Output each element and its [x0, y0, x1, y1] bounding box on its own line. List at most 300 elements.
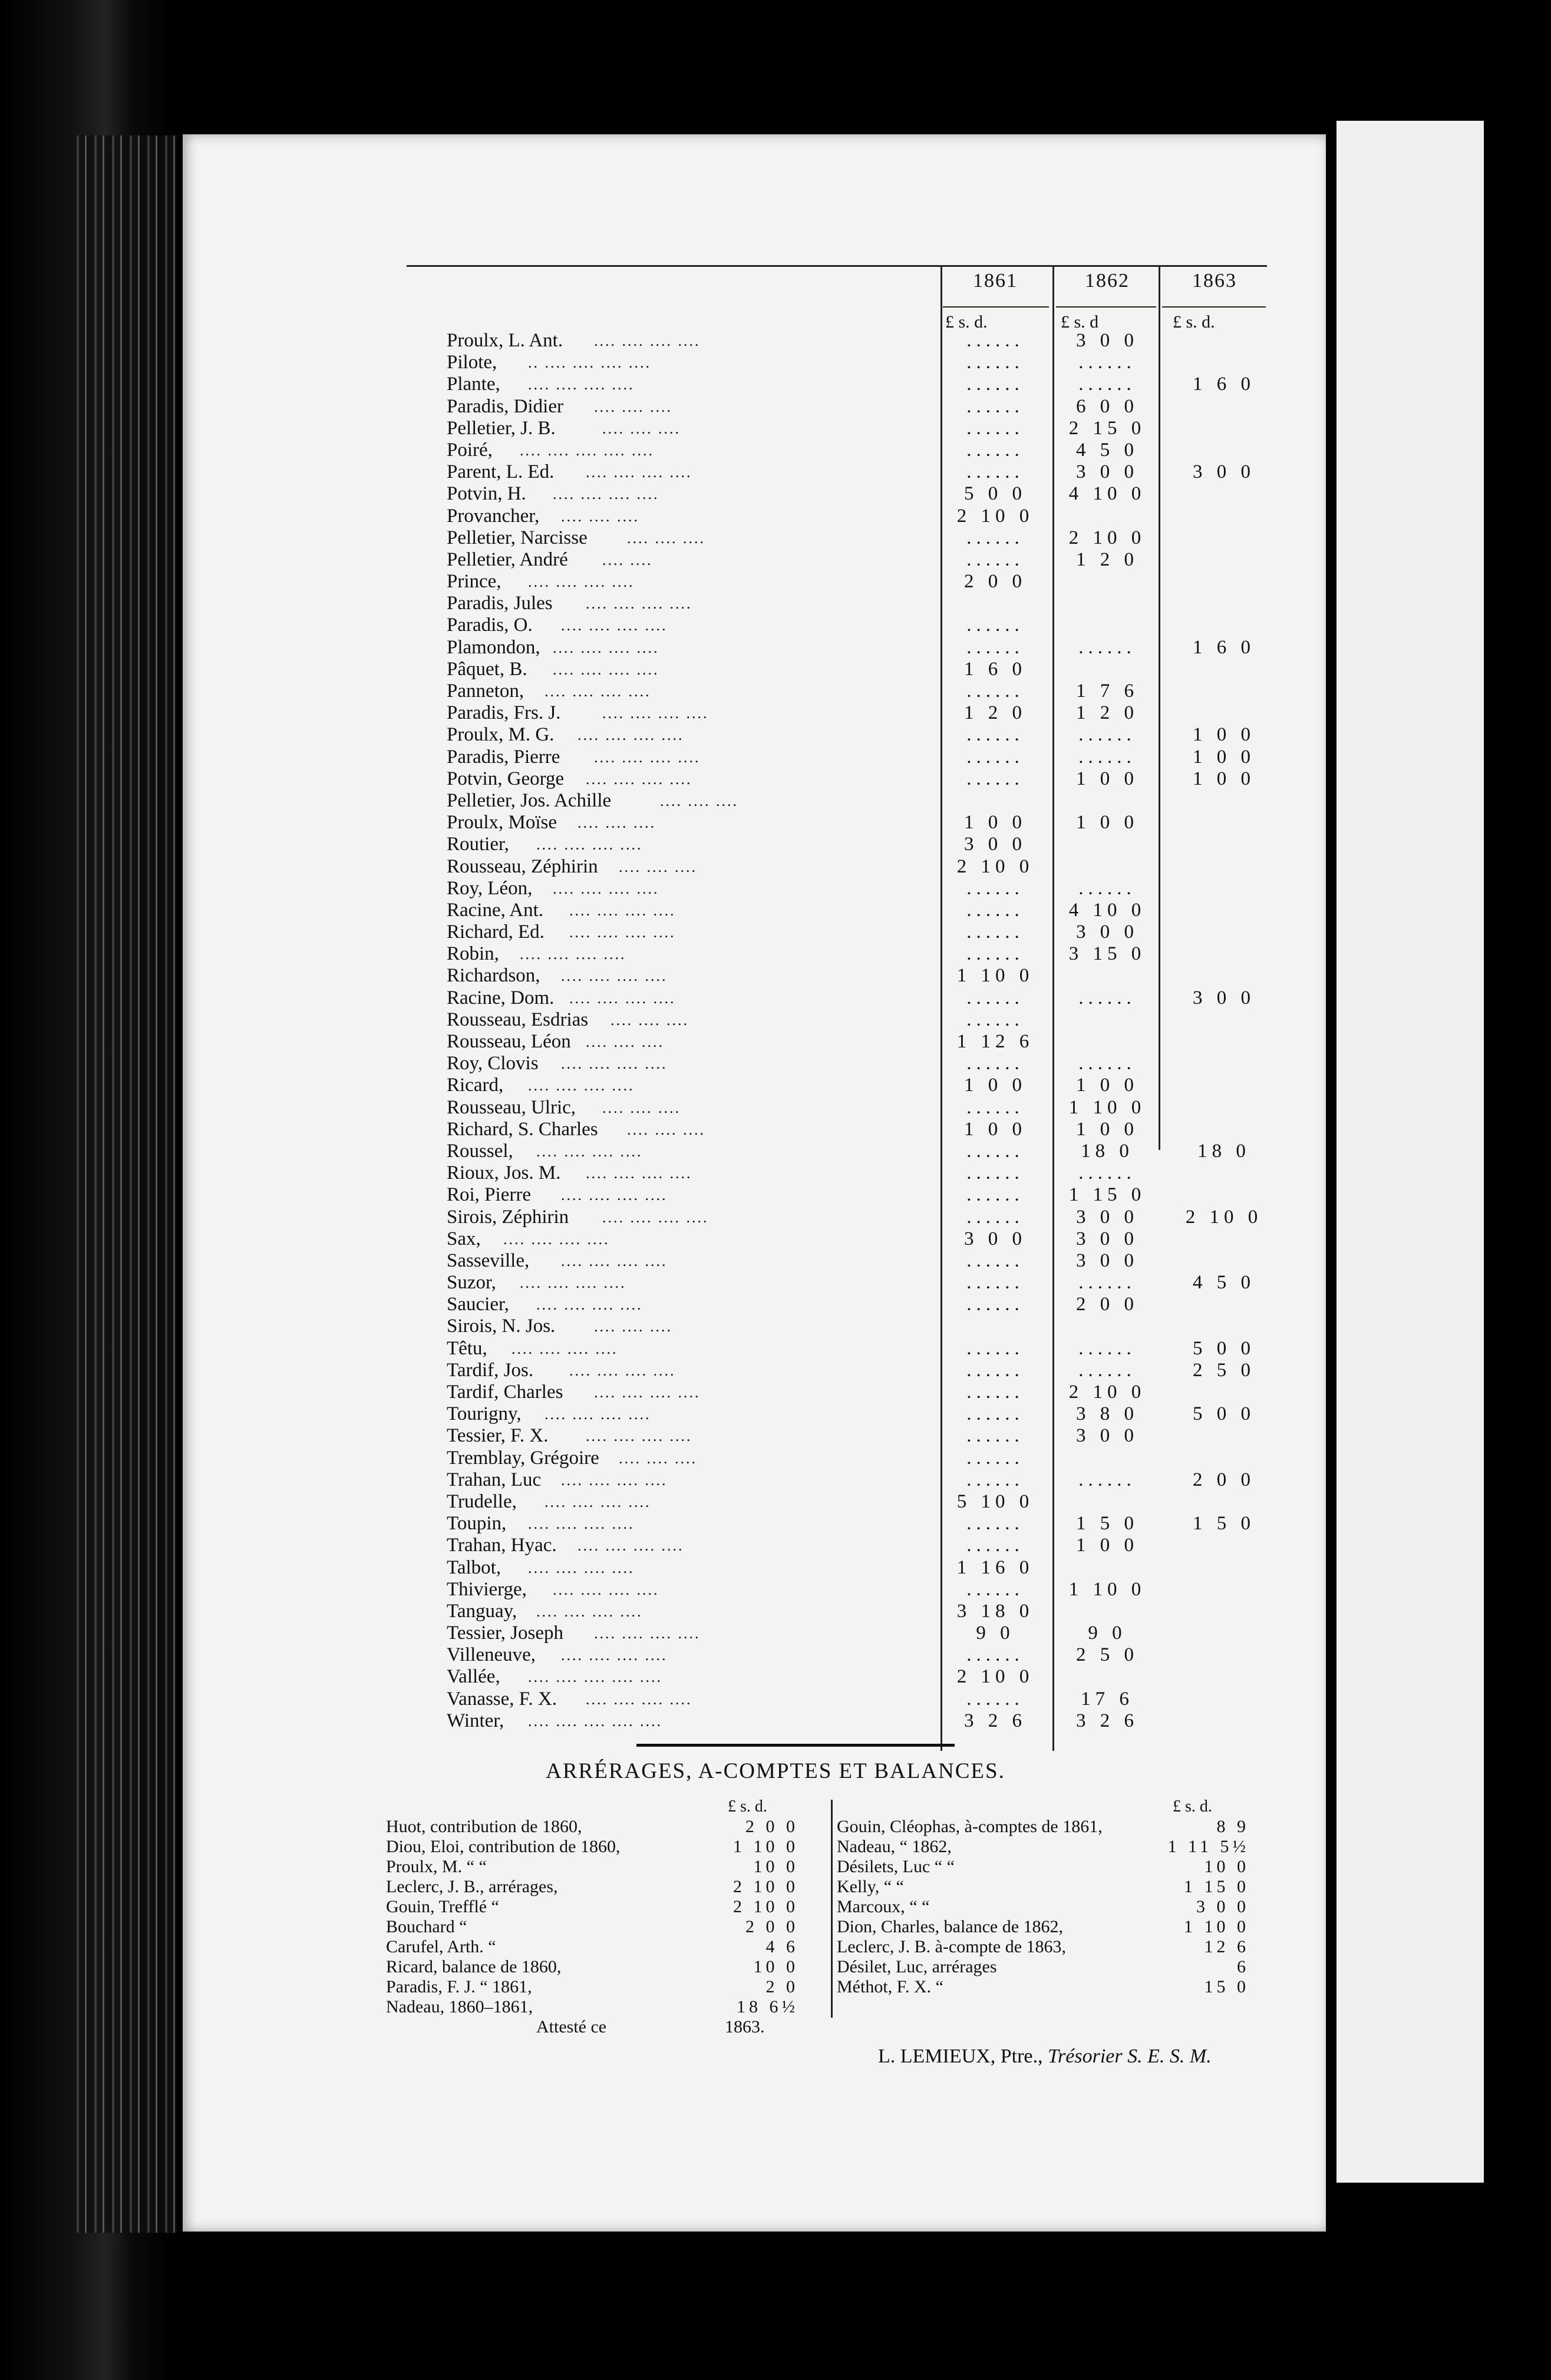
subscriber-name: Paradis, Jules — [447, 593, 553, 614]
leader-dots: .... .... .... .... — [602, 1208, 709, 1226]
leader-dots: .... .... .... — [594, 1318, 672, 1336]
amount-1861: ...... — [966, 352, 1024, 373]
leader-dots: .... .... .... — [619, 858, 697, 875]
table-row — [447, 834, 1272, 855]
amount-1861: 5 10 0 — [956, 1490, 1034, 1512]
table-row — [447, 505, 1272, 527]
amount-1862: 2 0 0 — [1076, 1294, 1138, 1315]
amount-1862: ...... — [1078, 1162, 1136, 1184]
subscriber-name: Villeneuve, — [447, 1644, 536, 1666]
arrears-amount: 1 11 5½ — [1167, 1837, 1249, 1856]
leader-dots: .... .... .... .... — [586, 770, 692, 788]
arrears-amount: 10 0 — [753, 1857, 798, 1876]
amount-1861: ...... — [966, 1184, 1024, 1206]
subscriber-name: Sirois, N. Jos. — [447, 1315, 556, 1337]
list-item — [837, 1857, 1273, 1877]
amount-1861: ...... — [966, 1140, 1024, 1162]
subscriber-name: Tessier, Joseph — [447, 1622, 563, 1644]
table-row — [447, 1381, 1272, 1403]
table-row — [447, 1425, 1272, 1447]
subscriber-name: Talbot, — [447, 1556, 501, 1578]
amount-1861: ...... — [966, 1447, 1024, 1469]
amount-1862: 1 0 0 — [1076, 812, 1138, 834]
table-row — [447, 1250, 1272, 1272]
arrears-amount: 2 0 0 — [745, 1917, 798, 1936]
leader-dots: .... .... .... .... — [569, 989, 676, 1007]
amount-1861: ...... — [966, 877, 1024, 899]
leader-dots: .... .... .... — [561, 507, 639, 525]
list-item — [386, 1897, 822, 1917]
leader-dots: .... .... .... .... — [569, 901, 676, 919]
table-row — [447, 1644, 1272, 1666]
leader-dots: .... .... .... — [610, 1011, 689, 1029]
list-item — [386, 1877, 822, 1897]
amount-1861: 1 12 6 — [956, 1031, 1034, 1052]
subscriber-name: Trudelle, — [447, 1490, 517, 1512]
amount-1863: 2 0 0 — [1193, 1469, 1255, 1490]
subscriber-name: Sasseville, — [447, 1250, 530, 1271]
year-rule-1863 — [1162, 306, 1266, 308]
arrears-name: Proulx, M. “ “ — [386, 1857, 487, 1876]
leader-dots: .... .... .... .... — [586, 1690, 692, 1708]
amount-1862: 6 0 0 — [1076, 395, 1138, 417]
leader-dots: .... .... .... .... — [569, 924, 676, 941]
arrears-name: Kelly, “ “ — [837, 1877, 904, 1896]
table-row — [447, 1097, 1272, 1119]
leader-dots: .... .... .... .... — [586, 1165, 692, 1182]
amount-1861: ...... — [966, 548, 1024, 570]
subscriber-name: Pelletier, André — [447, 548, 568, 570]
arrears-amount: 6 — [1237, 1957, 1249, 1976]
subscriber-name: Thivierge, — [447, 1578, 527, 1600]
amount-1863: 3 0 0 — [1193, 987, 1255, 1009]
leader-dots: .... .... .... .... — [536, 1296, 643, 1314]
list-item — [837, 1837, 1273, 1857]
facing-page-edge — [1336, 121, 1484, 2183]
subscriber-name: Parent, L. Ed. — [447, 461, 555, 483]
table-row — [447, 702, 1272, 724]
subscriber-name: Tanguay, — [447, 1600, 517, 1622]
amount-1861: 1 6 0 — [964, 658, 1027, 680]
amount-1861: ...... — [966, 768, 1024, 789]
table-row — [447, 900, 1272, 921]
table-row — [447, 746, 1272, 768]
leader-dots: .... .... .... .... — [553, 639, 659, 656]
subscriber-name: Vanasse, F. X. — [447, 1688, 557, 1710]
list-item — [386, 1957, 822, 1977]
amount-1861: 2 10 0 — [956, 855, 1034, 877]
arrears-amount: 10 0 — [753, 1957, 798, 1976]
amount-1863: 18 0 — [1197, 1140, 1250, 1162]
list-item — [837, 1937, 1273, 1957]
amount-1862: ...... — [1078, 987, 1136, 1009]
leader-dots: .... .... .... .... — [528, 573, 635, 591]
subscriber-name: Richard, S. Charles — [447, 1118, 598, 1140]
leader-dots: .... .... .... .... — [561, 1252, 668, 1270]
subscriber-name: Tremblay, Grégoire — [447, 1447, 599, 1469]
year-header-1862: 1862 — [1085, 270, 1130, 292]
table-row — [447, 965, 1272, 987]
amount-1861: ...... — [966, 1294, 1024, 1315]
subscriber-name: Têtu, — [447, 1337, 487, 1359]
arrears-right-table — [837, 1797, 1273, 1997]
amount-1861: ...... — [966, 1469, 1024, 1490]
amount-1861: ...... — [966, 1381, 1024, 1403]
table-row — [447, 943, 1272, 965]
table-row — [447, 680, 1272, 702]
amount-1862: 1 0 0 — [1076, 1535, 1138, 1556]
amount-1862: 1 15 0 — [1068, 1184, 1146, 1206]
amount-1861: ...... — [966, 330, 1024, 351]
arrears-right-header — [837, 1797, 1273, 1817]
table-row — [447, 483, 1272, 505]
table-row — [447, 593, 1272, 614]
leader-dots: .... .... .... .... — [578, 726, 684, 744]
table-row — [447, 1579, 1272, 1601]
arrears-amount: 12 6 — [1204, 1937, 1249, 1956]
amount-1861: ...... — [966, 724, 1024, 746]
amount-1861: 2 10 0 — [956, 505, 1034, 527]
leader-dots: .... .... .... .... — [544, 1406, 651, 1423]
arrears-left-unit-header: £ s. d. — [728, 1797, 767, 1816]
amount-1861: ...... — [966, 527, 1024, 548]
arrears-left-rows — [386, 1817, 822, 2017]
leader-dots: .. .... .... .... .... — [528, 354, 651, 372]
table-row — [447, 812, 1272, 834]
leader-dots: .... .... .... .... — [561, 1186, 668, 1204]
subscriber-name: Rousseau, Zéphirin — [447, 855, 598, 877]
arrears-name: Gouin, Trefflé “ — [386, 1897, 499, 1916]
subscriber-name: Tardif, Charles — [447, 1381, 563, 1403]
amount-1862: 18 0 — [1081, 1140, 1134, 1162]
page-stack-edges — [77, 135, 177, 2233]
table-row — [447, 352, 1272, 373]
table-row — [447, 878, 1272, 900]
amount-1863: 2 5 0 — [1193, 1359, 1255, 1381]
amount-1861: ...... — [966, 1206, 1024, 1228]
subscriber-name: Potvin, H. — [447, 483, 526, 505]
leader-dots: .... .... .... .... — [561, 1647, 668, 1664]
subscriber-name: Tourigny, — [447, 1403, 522, 1425]
subscriber-name: Paradis, O. — [447, 614, 533, 636]
amount-1862: ...... — [1078, 1337, 1136, 1359]
table-row — [447, 614, 1272, 636]
amount-1861: ...... — [966, 461, 1024, 483]
year-header-1863: 1863 — [1192, 270, 1237, 292]
leader-dots: .... .... .... .... — [536, 836, 643, 854]
arrears-amount: 1 15 0 — [1184, 1877, 1249, 1896]
subscriber-name: Roi, Pierre — [447, 1184, 531, 1206]
amount-1863: 5 0 0 — [1193, 1337, 1255, 1359]
subscriber-name: Pelletier, Jos. Achille — [447, 789, 612, 811]
amount-1862: 4 5 0 — [1076, 439, 1138, 461]
arrears-name: Leclerc, J. B., arrérages, — [386, 1877, 558, 1896]
arrears-amount: 3 0 0 — [1196, 1897, 1249, 1916]
leader-dots: .... .... .... .... — [561, 1471, 668, 1489]
subscriber-name: Roy, Léon, — [447, 877, 533, 899]
table-top-rule — [407, 265, 1267, 267]
leader-dots: .... .... .... .... .... — [528, 1668, 662, 1686]
subscriber-name: Suzor, — [447, 1272, 496, 1294]
amount-1862: ...... — [1078, 1359, 1136, 1381]
amount-1862: 3 0 0 — [1076, 1250, 1138, 1271]
arrears-name: Nadeau, 1860–1861, — [386, 1997, 533, 2017]
table-row — [447, 1272, 1272, 1294]
arrears-name: Nadeau, “ 1862, — [837, 1837, 952, 1856]
leader-dots: .... .... .... .... — [553, 1581, 659, 1598]
amount-1862: 1 7 6 — [1076, 680, 1138, 702]
subscriber-name: Rousseau, Esdrias — [447, 1009, 589, 1030]
leader-dots: .... .... .... .... — [553, 660, 659, 678]
subscriber-name: Prince, — [447, 571, 501, 593]
table-row — [447, 637, 1272, 659]
subscriber-name: Panneton, — [447, 680, 524, 702]
amount-1861: ...... — [966, 746, 1024, 768]
subscriber-name: Racine, Dom. — [447, 987, 555, 1009]
arrears-name: Désilets, Luc “ “ — [837, 1857, 955, 1876]
amount-1862: ...... — [1078, 636, 1136, 658]
amount-1861: 2 10 0 — [956, 1666, 1034, 1688]
year-rule-1862 — [1056, 306, 1156, 308]
treasurer-signature — [878, 2045, 1212, 2068]
amount-1861: ...... — [966, 614, 1024, 636]
leader-dots: .... .... .... .... — [544, 683, 651, 700]
amount-1863: 1 0 0 — [1193, 768, 1255, 789]
table-row — [447, 1031, 1272, 1053]
subscriber-name: Plante, — [447, 373, 500, 395]
subscriber-name: Pelletier, Narcisse — [447, 527, 588, 548]
leader-dots: .... .... .... .... — [594, 748, 701, 766]
leader-dots: .... .... .... .... — [528, 376, 635, 394]
amount-1862: ...... — [1078, 352, 1136, 373]
subscriber-name: Richard, Ed. — [447, 921, 544, 943]
amount-1861: ...... — [966, 1644, 1024, 1666]
list-item — [837, 1977, 1273, 1997]
attest-text: Attesté ce — [536, 2017, 607, 2037]
amount-1862: 2 10 0 — [1068, 1381, 1146, 1403]
subscriber-name: Rousseau, Ulric, — [447, 1096, 576, 1118]
arrears-amount: 2 10 0 — [733, 1897, 798, 1916]
amount-1861: ...... — [966, 636, 1024, 658]
leader-dots: .... .... .... .... — [553, 880, 659, 897]
amount-1862: ...... — [1078, 1469, 1136, 1490]
table-row — [447, 1403, 1272, 1425]
amount-1861: ...... — [966, 1272, 1024, 1294]
arrears-divider — [831, 1800, 833, 2018]
leader-dots: .... .... .... .... — [602, 705, 709, 722]
amount-1861: ...... — [966, 439, 1024, 461]
amount-1861: 2 0 0 — [964, 571, 1027, 593]
table-row — [447, 1688, 1272, 1710]
subscriber-name: Saucier, — [447, 1294, 509, 1315]
subscriber-name: Vallée, — [447, 1666, 500, 1688]
amount-1862: 3 0 0 — [1076, 1425, 1138, 1447]
table-row — [447, 1360, 1272, 1381]
arrears-amount: 10 0 — [1204, 1857, 1249, 1876]
amount-1861: 1 0 0 — [964, 1075, 1027, 1096]
signature-title: Trésorier S. E. S. M. — [1048, 2045, 1212, 2067]
subscriber-name: Richardson, — [447, 965, 540, 987]
amount-1861: ...... — [966, 373, 1024, 395]
table-row — [447, 1666, 1272, 1688]
subscriber-name: Pâquet, B. — [447, 658, 527, 680]
amount-1861: ...... — [966, 1513, 1024, 1535]
leader-dots: .... .... .... .... — [561, 967, 668, 985]
amount-1861: ...... — [966, 1337, 1024, 1359]
subscriber-name: Trahan, Luc — [447, 1469, 542, 1490]
list-item — [386, 1857, 822, 1877]
amount-1862: 1 2 0 — [1076, 702, 1138, 724]
arrears-name: Marcoux, “ “ — [837, 1897, 930, 1916]
unit-header-1861: £ s. d. — [945, 312, 988, 332]
amount-1862: ...... — [1078, 373, 1136, 395]
amount-1862: 4 10 0 — [1068, 483, 1146, 505]
arrears-amount: 4 6 — [765, 1937, 798, 1956]
leader-dots: .... .... .... — [594, 398, 672, 415]
table-row — [447, 1009, 1272, 1031]
amount-1861: 1 0 0 — [964, 1118, 1027, 1140]
table-row — [447, 1315, 1272, 1337]
list-item — [837, 1877, 1273, 1897]
leader-dots: .... .... .... .... — [528, 1515, 635, 1533]
amount-1861: 1 10 0 — [956, 965, 1034, 987]
table-row — [447, 1469, 1272, 1491]
amount-1861: ...... — [966, 987, 1024, 1009]
arrears-amount: 2 0 0 — [745, 1817, 798, 1836]
leader-dots: .... .... .... .... — [536, 1602, 643, 1620]
subscriber-name: Routier, — [447, 834, 509, 855]
table-row — [447, 1557, 1272, 1579]
amount-1862: 1 0 0 — [1076, 1075, 1138, 1096]
amount-1862: 2 5 0 — [1076, 1644, 1138, 1666]
subscriber-name: Tessier, F. X. — [447, 1425, 549, 1447]
subscriber-name: Provancher, — [447, 505, 540, 527]
table-row — [447, 1535, 1272, 1556]
leader-dots: .... .... .... .... — [520, 946, 626, 963]
leader-dots: .... .... .... .... .... — [520, 441, 654, 459]
leader-dots: .... .... .... — [660, 792, 738, 809]
leader-dots: .... .... .... .... — [528, 1559, 635, 1576]
amount-1862: ...... — [1078, 724, 1136, 746]
leader-dots: .... .... .... .... — [553, 485, 659, 503]
leader-dots: .... .... .... .... — [503, 1230, 610, 1248]
amount-1862: 3 0 0 — [1076, 1228, 1138, 1250]
leader-dots: .... .... .... .... — [536, 1142, 643, 1160]
list-item — [386, 1917, 822, 1937]
arrears-name: Méthot, F. X. “ — [837, 1977, 943, 1996]
subscriber-name: Pelletier, J. B. — [447, 417, 556, 439]
amount-1863: 1 6 0 — [1193, 636, 1255, 658]
leader-dots: .... .... .... .... — [586, 1427, 692, 1445]
amount-1861: ...... — [966, 1096, 1024, 1118]
subscriber-list — [447, 330, 1272, 1732]
table-row — [447, 527, 1272, 549]
table-row — [447, 1491, 1272, 1513]
amount-1862: ...... — [1078, 877, 1136, 899]
subscriber-name: Roy, Clovis — [447, 1053, 539, 1075]
amount-1863: 1 0 0 — [1193, 724, 1255, 746]
leader-dots: .... .... .... — [602, 1099, 681, 1116]
amount-1861: 9 0 — [976, 1622, 1015, 1644]
amount-1861: ...... — [966, 1535, 1024, 1556]
leader-dots: .... .... .... .... — [594, 1384, 701, 1401]
leader-dots: .... .... .... — [578, 814, 656, 832]
amount-1861: 3 0 0 — [964, 1228, 1027, 1250]
list-item — [837, 1817, 1273, 1837]
table-row — [447, 1294, 1272, 1315]
leader-dots: .... .... — [602, 551, 653, 568]
table-row — [447, 1447, 1272, 1469]
leader-dots: .... .... .... .... — [512, 1340, 618, 1357]
amount-1862: ...... — [1078, 746, 1136, 768]
arrears-amount: 2 10 0 — [733, 1877, 798, 1896]
amount-1861: ...... — [966, 1688, 1024, 1710]
leader-dots: .... .... .... .... — [561, 1055, 668, 1073]
arrears-name: Leclerc, J. B. à-compte de 1863, — [837, 1937, 1067, 1956]
amount-1862: 3 8 0 — [1076, 1403, 1138, 1425]
amount-1861: ...... — [966, 680, 1024, 702]
table-row — [447, 1141, 1272, 1162]
amount-1861: ...... — [966, 1425, 1024, 1447]
amount-1862: 2 10 0 — [1068, 527, 1146, 548]
leader-dots: .... .... .... — [586, 1033, 664, 1050]
amount-1862: 17 6 — [1081, 1688, 1134, 1710]
section-title: ARRÉRAGES, A-COMPTES ET BALANCES. — [546, 1759, 1005, 1783]
subscriber-name: Proulx, M. G. — [447, 724, 555, 746]
amount-1862: 1 2 0 — [1076, 548, 1138, 570]
leader-dots: .... .... .... .... .... — [528, 1712, 662, 1730]
table-row — [447, 659, 1272, 680]
amount-1861: ...... — [966, 921, 1024, 943]
arrears-left-header — [386, 1797, 822, 1817]
table-row — [447, 724, 1272, 746]
table-row — [447, 418, 1272, 439]
leader-dots: .... .... .... .... — [594, 1625, 701, 1642]
gutter-shadow — [1327, 121, 1336, 2183]
table-row — [447, 549, 1272, 571]
arrears-name: Dion, Charles, balance de 1862, — [837, 1917, 1064, 1936]
arrears-amount: 1 10 0 — [1184, 1917, 1249, 1936]
amount-1861: 1 0 0 — [964, 812, 1027, 834]
arrears-amount: 15 0 — [1204, 1977, 1249, 1996]
amount-1861: 5 0 0 — [964, 483, 1027, 505]
subscriber-name: Proulx, L. Ant. — [447, 330, 563, 351]
leader-dots: .... .... .... .... — [586, 464, 692, 481]
leader-dots: .... .... .... — [602, 419, 681, 437]
subscriber-name: Robin, — [447, 943, 499, 965]
amount-1862: 3 0 0 — [1076, 330, 1138, 351]
table-row — [447, 396, 1272, 418]
amount-1861: 1 16 0 — [956, 1556, 1034, 1578]
subscriber-name: Sax, — [447, 1228, 481, 1250]
amount-1863: 4 5 0 — [1193, 1272, 1255, 1294]
table-row — [447, 1228, 1272, 1250]
subscriber-name: Paradis, Frs. J. — [447, 702, 561, 724]
subscriber-name: Pilote, — [447, 352, 497, 373]
amount-1861: 3 2 6 — [964, 1710, 1027, 1731]
subscriber-name: Racine, Ant. — [447, 899, 544, 921]
amount-1863: 1 0 0 — [1193, 746, 1255, 768]
arrears-right-rows — [837, 1817, 1273, 1997]
amount-1862: 1 0 0 — [1076, 1118, 1138, 1140]
subscriber-name: Proulx, Moïse — [447, 812, 557, 834]
amount-1861: ...... — [966, 1578, 1024, 1600]
amount-1862: 4 10 0 — [1068, 899, 1146, 921]
table-bottom-rule — [636, 1744, 955, 1747]
list-item — [837, 1957, 1273, 1977]
arrears-right-unit-header: £ s. d. — [1173, 1797, 1212, 1816]
table-row — [447, 439, 1272, 461]
